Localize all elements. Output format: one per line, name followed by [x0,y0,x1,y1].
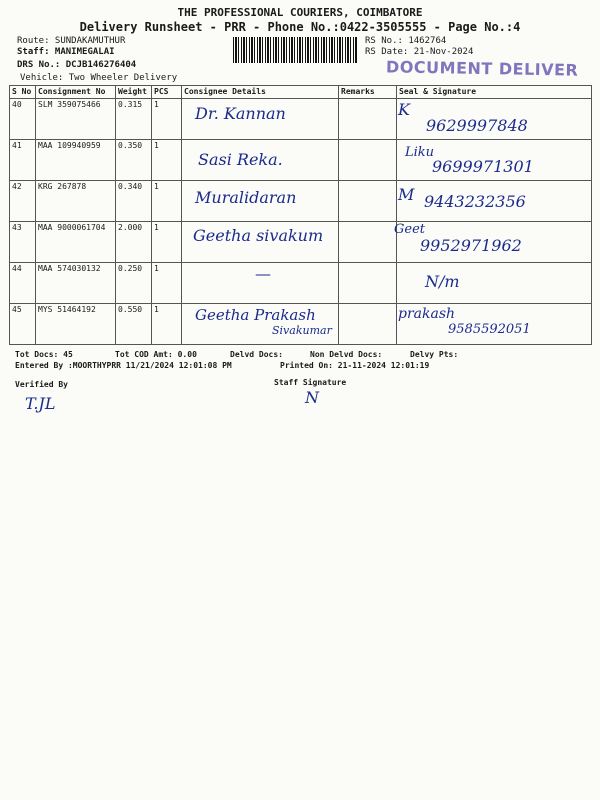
cell-weight: 0.250 [116,263,152,304]
handwritten-signature: K [398,100,410,119]
handwritten-consignee: Geetha sivakum [193,226,324,245]
rs-date: RS Date: 21-Nov-2024 [365,47,474,57]
total-docs: Tot Docs: 45 [15,350,73,359]
cell-consignment: KRG 267878 [36,181,116,222]
handwritten-phone: 9699971301 [432,157,534,176]
cell-pcs: 1 [152,99,182,140]
handwritten-consignee: Muralidaran [195,188,297,207]
cell-consignment: MYS 51464192 [36,304,116,345]
printed-on: Printed On: 21-11-2024 12:01:19 [280,361,430,370]
cell-consignment: MAA 574030132 [36,263,116,304]
cell-remarks [339,140,397,181]
handwritten-phone: 9585592051 [448,322,531,337]
cell-consignment: MAA 109940959 [36,140,116,181]
col-sno: S No [10,86,36,99]
cell-weight: 0.550 [116,304,152,345]
cell-weight: 0.315 [116,99,152,140]
table-row [10,263,592,304]
handwritten-signature: prakash [398,306,456,322]
col-pcs: PCS [152,86,182,99]
cell-consignment: SLM 359075466 [36,99,116,140]
handwritten-consignee: — [255,264,271,283]
cell-remarks [339,99,397,140]
runsheet-title: Delivery Runsheet - PRR - Phone No.:0422-3505555 - Page No.:4 [79,20,521,34]
cell-remarks [339,304,397,345]
handwritten-consignee-note: Sivakumar [272,324,332,337]
cell-sno: 40 [10,99,36,140]
handwritten-signature: Liku [405,145,435,160]
handwritten-phone: 9952971962 [420,236,522,255]
table-header-row [10,86,592,99]
cell-sno: 43 [10,222,36,263]
cell-weight: 0.350 [116,140,152,181]
cell-remarks [339,263,397,304]
barcode [233,37,357,63]
entered-by: Entered By :MOORTHYPRR 11/21/2024 12:01:08 PM [15,361,232,370]
handwritten-signature: M [398,185,415,204]
cell-sno: 44 [10,263,36,304]
cell-pcs: 1 [152,181,182,222]
total-cod: Tot COD Amt: 0.00 [115,350,197,359]
handwritten-consignee: Geetha Prakash [195,306,316,324]
col-consignee: Consignee Details [182,86,339,99]
cell-sno: 41 [10,140,36,181]
handwritten-signature: N/m [425,272,460,291]
cell-sno: 42 [10,181,36,222]
handwritten-consignee: Sasi Reka. [198,150,283,169]
delivered-docs: Delvd Docs: [230,350,283,359]
route: Route: SUNDAKAMUTHUR [17,36,126,46]
cell-sno: 45 [10,304,36,345]
staff: Staff: MANIMEGALAI [17,47,115,57]
cell-consignment: MAA 9000061704 [36,222,116,263]
delivery-stamp: DOCUMENT DELIVER [385,57,579,80]
company-name: THE PROFESSIONAL COURIERS, COIMBATORE [177,6,423,19]
cell-pcs: 1 [152,222,182,263]
col-weight: Weight [116,86,152,99]
cell-weight: 0.340 [116,181,152,222]
col-consignment: Consignment No [36,86,116,99]
cell-remarks [339,222,397,263]
cell-pcs: 1 [152,140,182,181]
verified-by-label: Verified By [15,380,68,389]
staff-signature: N [305,388,319,407]
col-remarks: Remarks [339,86,397,99]
vehicle: Vehicle: Two Wheeler Delivery [20,73,178,83]
cell-weight: 2.000 [116,222,152,263]
verified-by-signature: T.JL [25,394,56,413]
drs-number: DRS No.: DCJB146276404 [17,60,137,70]
handwritten-signature: Geet [394,222,425,237]
delivery-points: Delvy Pts: [410,350,459,359]
cell-remarks [339,181,397,222]
rs-number: RS No.: 1462764 [365,36,447,46]
handwritten-consignee: Dr. Kannan [195,104,286,123]
handwritten-phone: 9629997848 [426,116,528,135]
handwritten-phone: 9443232356 [424,192,526,211]
staff-signature-label: Staff Signature [274,378,347,387]
cell-pcs: 1 [152,304,182,345]
col-seal-signature: Seal & Signature [397,86,592,99]
cell-pcs: 1 [152,263,182,304]
non-delivered-docs: Non Delvd Docs: [310,350,383,359]
